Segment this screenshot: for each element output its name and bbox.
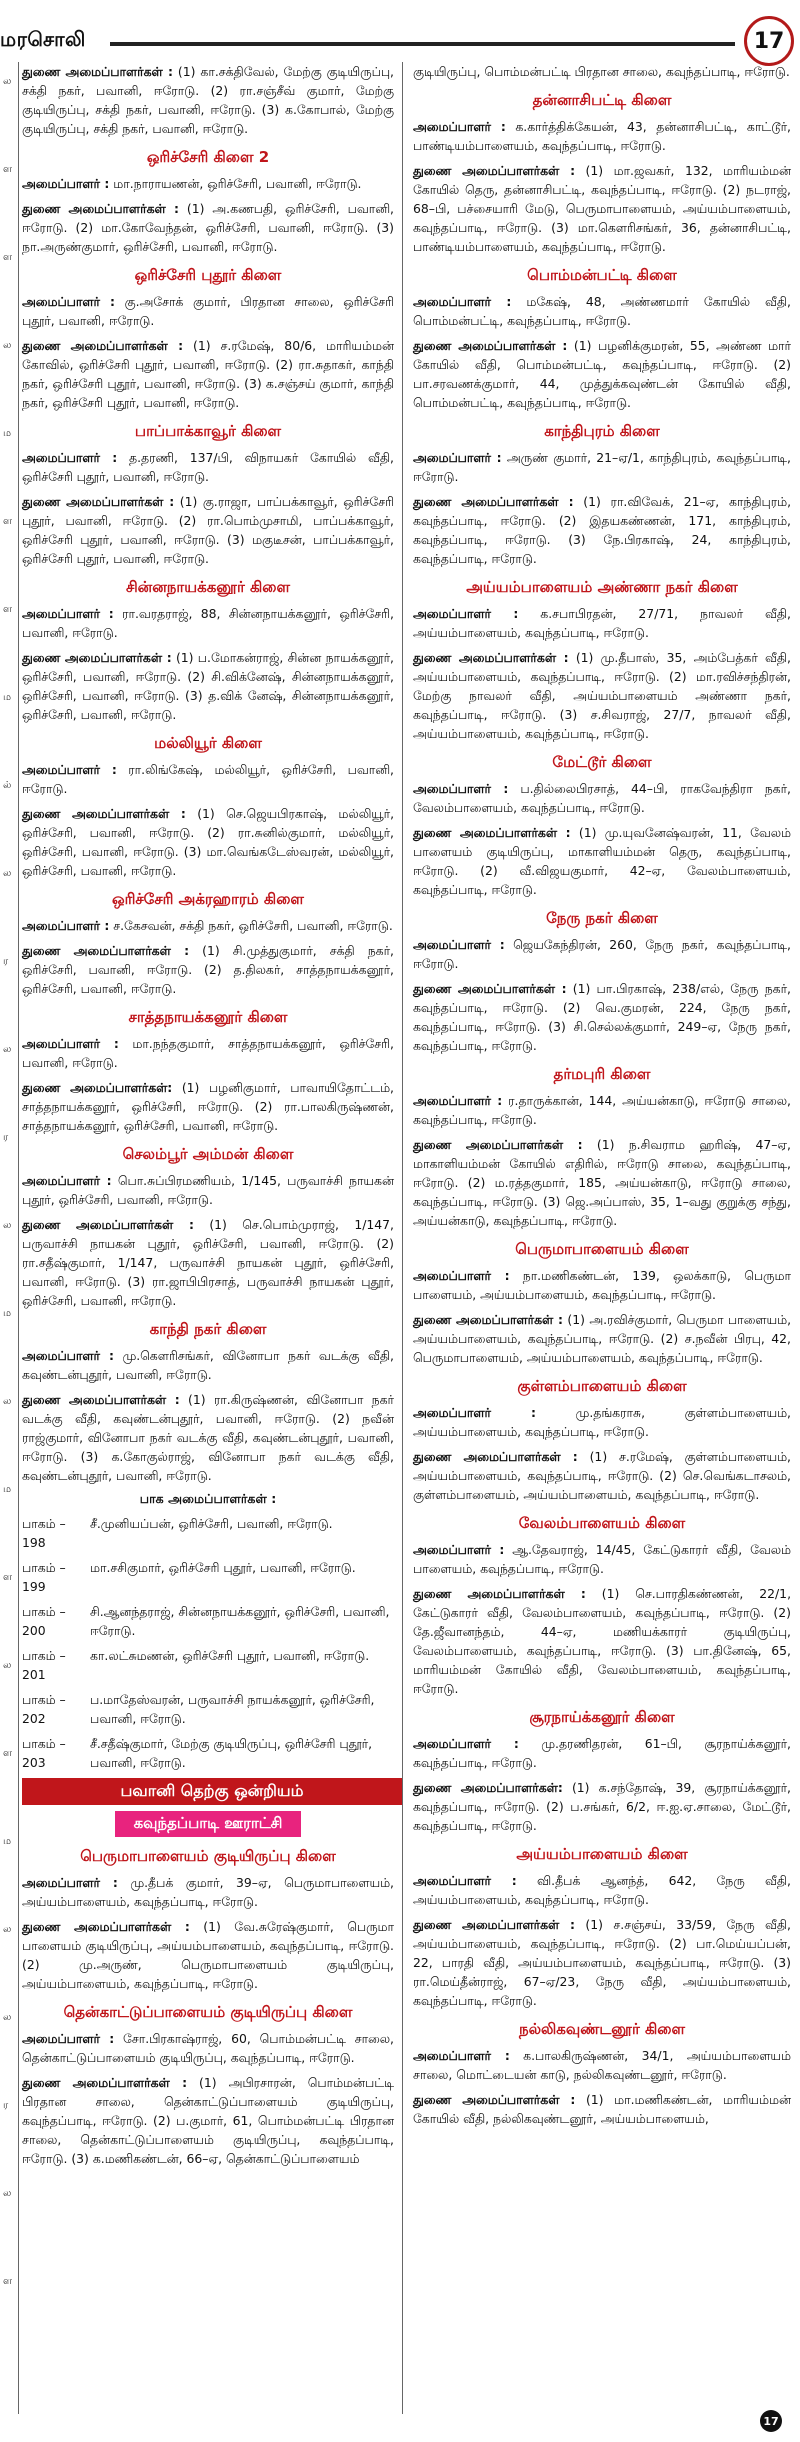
branch-title: வேலம்பாளையம் கிளை — [518, 1514, 686, 1532]
branch-entry — [413, 336, 791, 412]
edge-glyph: ள — [3, 1572, 13, 1583]
branch-title: ஒரிச்சேரி அக்ரஹாரம் கிளை — [112, 890, 304, 908]
entry-label: துணை அமைப்பாளர்கள் : — [413, 2092, 576, 2107]
branch-block — [413, 1377, 791, 1504]
branch-block — [413, 909, 791, 1055]
ward-organizer: சி.ஆனந்தராஜ், சின்னநாயக்கனூர், ஒரிச்சேரி, பவானி, ஈரோடு. — [90, 1604, 390, 1638]
entry-text: (1) அபிரசாரன், பொம்மன்பட்டி பிரதான சாலை, தென்காட்டுப்பாளையம் குடியிருப்பு, கவுந்தப்பாடி, ஈரோடு. (2) ப.குமார், 61, பொம்மன்பட்டி பிரதான சாலை, தென்காட்டுப்பாளையம் குடியிருப்பு, கவுந்தப்பாடி, ஈரோடு. (3) க.மணிகண்டன், 66–ஏ, தென்காட்டுப்பாளையம் — [22, 2075, 394, 2166]
edge-glyph: ல — [3, 1924, 12, 1935]
branch-block — [22, 1847, 394, 1993]
entry-label: அமைப்பாளர் : — [413, 1405, 536, 1420]
entry-text: ஜெயகேந்திரன், 260, நேரு நகர், கவுந்தப்பாடி, ஈரோடு. — [413, 937, 791, 971]
branch-title: செலம்பூர் அம்மன் கிளை — [122, 1145, 294, 1163]
entry-text: மு.தீபக் குமார், 39–ஏ, பெருமாபாளையம், அய்யம்பாளையம், கவுந்தப்பாடி, ஈரோடு. — [22, 1875, 394, 1909]
entry-label: துணை அமைப்பாளர்கள் : — [22, 1217, 194, 1232]
entry-text: (1) ரா.கிருஷ்ணன், வினோபா நகர் வடக்கு வீதி, கவுண்டன்புதூர், பவானி, ஈரோடு. (2) நவீன் ராஜ்குமார், வினோபா நகர் வடக்கு வீதி, கவுண்டன்புதூர், பவானி, ஈரோடு. (3) க.கோகுல்ராஜ், வினோபா நகர் வடக்கு வீதி, கவுண்டன்புதூர், பவானி, ஈரோடு. — [22, 1392, 394, 1483]
branch-entry — [413, 1403, 791, 1441]
branch-entry — [22, 2073, 394, 2168]
ward-organizers-heading: பாக அமைப்பாளர்கள் : — [139, 1491, 277, 1506]
entry-label: துணை அமைப்பாளர்கள்: — [22, 1080, 173, 1095]
edge-glyph: ம — [3, 1836, 12, 1847]
edge-glyph: ர — [3, 956, 9, 967]
branch-entry — [22, 760, 394, 798]
entry-label: அமைப்பாளர் : — [413, 119, 506, 134]
branch-entry — [413, 2046, 791, 2084]
entry-text: சோ.பிரகாஷ்ராஜ், 60, பொம்மன்பட்டி சாலை, தென்காட்டுப்பாளையம் குடியிருப்பு, கவுந்தப்பாடி, ஈரோடு. — [22, 2031, 394, 2065]
branch-entry — [413, 779, 791, 817]
branch-entry — [413, 1778, 791, 1835]
union-banner: பவானி தெற்கு ஒன்றியம் — [22, 1778, 402, 1805]
entry-label: துணை அமைப்பாளர்கள் : — [22, 64, 173, 79]
branch-block — [22, 422, 394, 568]
branch-title: சூரநாய்க்கனூர் கிளை — [529, 1708, 675, 1726]
entry-text: மா.நந்தகுமார், சாத்தநாயக்கனூர், ஒரிச்சேரி, பவானி, ஈரோடு. — [22, 1036, 394, 1070]
ward-number: பாகம் – 199 — [22, 1560, 66, 1594]
branch-entry — [22, 604, 394, 642]
ward-number: பாகம் – 201 — [22, 1648, 66, 1682]
branch-block — [22, 266, 394, 412]
ward-organizer: மா.சசிகுமார், ஒரிச்சேரி புதூர், பவானி, ஈரோடு. — [90, 1560, 356, 1575]
branch-entry — [413, 1310, 791, 1367]
ward-number: பாகம் – 198 — [22, 1516, 66, 1550]
entry-text: (1) பழனிக்குமரன், 55, அண்ண மார் கோயில் வீதி, பொம்மன்பட்டி, கவுந்தப்பாடி, ஈரோடு. (2) பா.சரவணக்குமார், 44, முத்துக்கவுண்டன் கோயில் வீதி, பொம்மன்பட்டி, கவுந்தப்பாடி, ஈரோடு. — [413, 338, 791, 410]
branch-entry — [22, 1390, 394, 1485]
entry-label: துணை அமைப்பாளர்கள் : — [413, 1312, 563, 1327]
edge-glyph: ம — [3, 1308, 12, 1319]
edge-glyph: ல — [3, 1044, 12, 1055]
branch-block — [22, 734, 394, 880]
entry-label: துணை அமைப்பாளர்கள் : — [22, 494, 175, 509]
entry-text: த.தரணி, 137/பி, விநாயகர் கோயில் வீதி, ஒரிச்சேரி புதூர், பவானி, ஈரோடு. — [22, 450, 394, 484]
branch-block — [22, 1320, 394, 1485]
entry-text: (1) மு.யுவனேஷ்வரன், 11, வேலம் பாளையம் குடியிருப்பு, மாகாளியம்மன் தெரு, கவுந்தப்பாடி, ஈரோடு. (2) வீ.விஜயகுமார், 42–ஏ, வேலம்பாளையம், கவுந்தப்பாடி, ஈரோடு. — [413, 825, 791, 897]
panchayat-banner: கவுந்தப்பாடி ஊராட்சி — [115, 1811, 301, 1837]
entry-label: அமைப்பாளர் : — [413, 1542, 505, 1557]
entry-label: அமைப்பாளர் : — [22, 2031, 115, 2046]
edge-glyph: ள — [3, 604, 13, 615]
branch-entry — [22, 1346, 394, 1384]
entry-text: (1) பா.பிரகாஷ், 238/எல், நேரு நகர், கவுந்தப்பாடி, ஈரோடு. (2) வெ.குமரன், 224, நேரு நகர், கவுந்தப்பாடி, ஈரோடு. (3) சி.செல்லக்குமார், 249–ஏ, நேரு நகர், கவுந்தப்பாடி, ஈரோடு. — [413, 981, 791, 1053]
branch-entry — [22, 648, 394, 724]
branch-block — [413, 266, 791, 412]
branch-title: காந்தி நகர் கிளை — [149, 1320, 267, 1338]
branch-entry — [22, 62, 394, 138]
entry-label: அமைப்பாளர் : — [413, 1873, 517, 1888]
branch-block — [22, 148, 394, 256]
entry-text: (1) மா.ஜவகர், 132, மாரியம்மன் கோயில் தெரு, தன்னாசிபட்டி, கவுந்தப்பாடி, ஈரோடு. (2) நடராஜ், 68–பி, பச்சையாரி மேடு, பெருமாபாளையம், அய்யம்பாளையம், கவுந்தப்பாடி, ஈரோடு. (3) மா.கௌரிசங்கர், 36, தன்னாசிபட்டி, பாண்டியம்பாளையம், கவுந்தப்பாடி, ஈரோடு. — [413, 163, 791, 254]
entry-label: அமைப்பாளர் : — [413, 450, 502, 465]
branch-block — [22, 890, 394, 998]
branch-entry — [22, 1034, 394, 1072]
entry-label: துணை அமைப்பாளர்கள் : — [413, 1586, 586, 1601]
entry-label: அமைப்பாளர் : — [413, 606, 519, 621]
branch-entry — [22, 1171, 394, 1209]
entry-label: அமைப்பாளர் : — [413, 1736, 519, 1751]
entry-label: துணை அமைப்பாளர்கள் : — [22, 943, 190, 958]
branch-entry — [413, 1135, 791, 1230]
edge-glyph: ல் — [3, 780, 12, 791]
page-content — [0, 62, 800, 2414]
entry-label: துணை அமைப்பாளர்கள் : — [22, 1919, 190, 1934]
edge-glyph: ல — [3, 1660, 12, 1671]
branch-title: அய்யம்பாளையம் கிளை — [516, 1845, 688, 1863]
branch-entry — [22, 2029, 394, 2067]
entry-label: துணை அமைப்பாளர்கள் : — [22, 806, 186, 821]
footer-page-number: 17 — [760, 2410, 782, 2432]
entry-label: துணை அமைப்பாளர்கள் : — [413, 1449, 578, 1464]
branch-entry — [413, 823, 791, 899]
ward-row — [22, 1602, 394, 1640]
branch-title: மேட்டூர் கிளை — [552, 753, 652, 771]
branch-entry — [413, 2090, 791, 2128]
branch-block — [413, 1708, 791, 1835]
entry-text: (1) கு.ராஜா, பாப்பக்காவூர், ஒரிச்சேரி புதூர், பவானி, ஈரோடு. (2) ரா.பொம்முசாமி, பாப்பக்காவூர், ஒரிச்சேரி புதூர், பவானி, ஈரோடு. (3) மகுடீசன், பாப்பக்காவூர், ஒரிச்சேரி புதூர், பவானி, ஈரோடு. — [22, 494, 395, 566]
entry-text: மா.நாராயணன், ஒரிச்சேரி, பவானி, ஈரோடு. — [109, 176, 362, 191]
entry-label: அமைப்பாளர் : — [22, 294, 116, 309]
entry-label: அமைப்பாளர் : — [22, 450, 118, 465]
branch-entry — [22, 804, 394, 880]
entry-label: அமைப்பாளர் : — [22, 1173, 112, 1188]
branch-entry — [413, 62, 791, 81]
branch-title: தன்னாசிபட்டி கிளை — [532, 91, 672, 109]
branch-entry — [413, 161, 791, 256]
entry-label: அமைப்பாளர் : — [22, 1348, 114, 1363]
entry-text: (1) மு.தீபாஸ், 35, அம்பேத்கர் வீதி, அய்யம்பாளையம், கவுந்தப்பாடி, ஈரோடு. (2) மா.ரவிச்சந்திரன், மேற்கு நாவலர் வீதி, அய்யம்பாளையம் அண்ணா நகர், கவுந்தப்பாடி, ஈரோடு. (3) ச.சிவராஜ், 27/7, நாவலர் வீதி, அய்யம்பாளையம், கவுந்தப்பாடி, ஈரோடு. — [413, 650, 791, 741]
branch-block — [413, 1514, 791, 1698]
ward-organizer: சீ.சதீஷ்குமார், மேற்கு குடியிருப்பு, ஒரிச்சேரி புதூர், பவானி, ஈரோடு. — [90, 1736, 373, 1770]
branch-block — [413, 753, 791, 899]
branch-title: சாத்தநாயக்கனூர் கிளை — [128, 1008, 288, 1026]
branch-entry — [22, 448, 394, 486]
branch-title: ஒரிச்சேரி புதூர் கிளை — [134, 266, 282, 284]
entry-text: ஆ.தேவராஜ், 14/45, கேட்டுகாரர் வீதி, வேலம் பாளையம், கவுந்தப்பாடி, ஈரோடு. — [413, 1542, 791, 1576]
entry-text: (1) கா.சக்திவேல், மேற்கு குடியிருப்பு, சக்தி நகர், பவானி, ஈரோடு. (2) ரா.சஞ்சீவ் குமார், மேற்கு குடியிருப்பு, சக்தி நகர், பவானி, ஈரோடு. (3) க.கோபால், மேற்கு குடியிருப்பு, சக்தி நகர், பவானி, ஈரோடு. — [22, 64, 394, 136]
ward-organizer: கா.லட்சுமணன், ஒரிச்சேரி புதூர், பவானி, ஈரோடு. — [90, 1648, 370, 1663]
branch-title: ஒரிச்சேரி கிளை 2 — [146, 148, 270, 166]
entry-text: க.சபாபிரதன், 27/71, நாவலர் வீதி, அய்யம்பாளையம், கவுந்தப்பாடி, ஈரோடு. — [413, 606, 791, 640]
entry-label: அமைப்பாளர் : — [413, 781, 509, 796]
entry-text: மு.தரணிதரன், 61–பி, சூரநாய்க்கனூர், கவுந்தப்பாடி, ஈரோடு. — [413, 1736, 791, 1770]
entry-label: துணை அமைப்பாளர்கள் : — [22, 650, 172, 665]
right-text-column — [413, 62, 791, 2414]
entry-text: மகேஷ், 48, அண்ணமார் கோயில் வீதி, பொம்மன்பட்டி, கவுந்தப்பாடி, ஈரோடு. — [413, 294, 791, 328]
entry-label: துணை அமைப்பாளர்கள் : — [22, 1392, 180, 1407]
branch-entry — [413, 1447, 791, 1504]
branch-title: பெருமாபாளையம் கிளை — [515, 1240, 689, 1258]
column-divider — [402, 62, 403, 2414]
entry-text: (1) செ.ஜெயபிரகாஷ், மல்லியூர், ஒரிச்சேரி, பவானி, ஈரோடு. (2) ரா.சுனில்குமார், மல்லியூர், ஒரிச்சேரி, பவானி, ஈரோடு. (3) மா.வெங்கடேஸ்வரன், மல்லியூர், ஒரிச்சேரி, பவானி, ஈரோடு. — [22, 806, 395, 878]
branch-title: சின்னநாயக்கனூர் கிளை — [125, 578, 291, 596]
entry-label: துணை அமைப்பாளர்கள்: — [413, 1780, 563, 1795]
entry-label: துணை அமைப்பாளர்கள் : — [413, 163, 576, 178]
entry-text: (1) செ.பாரதிகண்ணன், 22/1, கேட்டுகாரர் வீதி, வேலம்பாளையம், கவுந்தப்பாடி, ஈரோடு. (2) தே.ஜீவானந்தம், 44–ஏ, மணியக்காரர் குடியிருப்பு, வேலம்பாளையம், கவுந்தப்பாடி, ஈரோடு. (3) பா.தினேஷ், 65, மாரியம்மன் கோயில் வீதி, வேலம்பாளையம், கவுந்தப்பாடி, ஈரோடு. — [413, 1586, 792, 1696]
entry-label: அமைப்பாளர் : — [22, 176, 110, 191]
branch-block — [22, 1145, 394, 1310]
edge-glyph: ர — [3, 1132, 9, 1143]
branch-entry — [413, 1540, 791, 1578]
branch-entry — [413, 117, 791, 155]
entry-text: (1) அ.கணபதி, ஒரிச்சேரி, பவானி, ஈரோடு. (2) மா.கோவேந்தன், ஒரிச்சேரி, பவானி, ஈரோடு. (3) நா.அருண்குமார், ஒரிச்சேரி, பவானி, ஈரோடு. — [22, 201, 394, 254]
entry-text: (1) செ.பொம்முராஜ், 1/147, பருவாச்சி நாயகன் புதூர், ஒரிச்சேரி, பவானி, ஈரோடு. (2) ரா.சதீஷ்குமார், 1/147, பருவாச்சி நாயகன் புதூர், ஒரிச்சேரி, பவானி, ஈரோடு. (3) ரா.ஜாபிபிரசாத், பருவாச்சி நாயகன் புதூர், ஒரிச்சேரி, பவானி, ஈரோடு. — [22, 1217, 394, 1308]
entry-text: (1) வே.சுரேஷ்குமார், பெருமா பாளையம் குடியிருப்பு, அய்யம்பாளையம், கவுந்தப்பாடி, ஈரோடு. (2) மு.அருண், பெருமாபாளையம் குடியிருப்பு, அய்யம்பாளையம், கவுந்தப்பாடி, ஈரோடு. — [22, 1919, 394, 1991]
header-rule — [110, 42, 735, 46]
entry-label: துணை அமைப்பாளர்கள் : — [22, 338, 184, 353]
edge-glyph: ர — [3, 2100, 9, 2111]
entry-label: அமைப்பாளர் : — [413, 1093, 503, 1108]
entry-text: (1) சி.முத்துகுமார், சக்தி நகர், ஒரிச்சேரி, பவானி, ஈரோடு. (2) த.திலகர், சாத்தநாயக்கனூர், ஒரிச்சேரி, பவானி, ஈரோடு. — [22, 943, 394, 996]
entry-text: (1) மா.மணிகண்டன், மாரியம்மன் கோயில் வீதி, நல்லிகவுண்டனூர், அய்யம்பாளையம், — [413, 2092, 791, 2126]
branch-entry — [413, 1584, 791, 1698]
branch-entry — [22, 336, 394, 412]
entry-text: பொ.சுப்பிரமணியம், 1/145, பருவாச்சி நாயகன் புதூர், ஒரிச்சேரி, பவானி, ஈரோடு. — [22, 1173, 394, 1207]
entry-text: (1) ரா.விவேக், 21–ஏ, காந்திபுரம், கவுந்தப்பாடி, ஈரோடு. (2) இதயகண்ணன், 171, காந்திபுரம், கவுந்தப்பாடி, ஈரோடு. (3) நே.பிரகாஷ், 24, காந்திபுரம், கவுந்தப்பாடி, ஈரோடு. — [413, 494, 792, 566]
branch-block — [413, 91, 791, 256]
branch-title: பொம்மன்பட்டி கிளை — [527, 266, 677, 284]
branch-entry — [413, 979, 791, 1055]
branch-entry — [22, 492, 394, 568]
branch-entry — [413, 448, 791, 486]
entry-label: அமைப்பாளர் : — [22, 1875, 118, 1890]
branch-block — [413, 1240, 791, 1367]
branch-entry — [22, 1215, 394, 1310]
edge-glyph: ள — [3, 516, 13, 527]
entry-text: அருண் குமார், 21–ஏ/1, காந்திபுரம், கவுந்தப்பாடி, ஈரோடு. — [413, 450, 791, 484]
left-text-column — [22, 62, 400, 2414]
entry-text: (1) அ.ரவிச்குமார், பெருமா பாளையம், அய்யம்பாளையம், கவுந்தப்பாடி, ஈரோடு. (2) ச.நவீன் பிரபு, 42, பெருமாபாளையம், அய்யம்பாளையம், கவுந்தப்பாடி, ஈரோடு. — [413, 1312, 792, 1365]
branch-block — [22, 1008, 394, 1135]
branch-entry — [22, 916, 394, 935]
entry-text: ரா.வரதராஜ், 88, சின்னநாயக்கனூர், ஒரிச்சேரி, பவானி, ஈரோடு. — [22, 606, 394, 640]
entry-label: துணை அமைப்பாளர்கள் : — [413, 1917, 575, 1932]
branch-title: தென்காட்டுப்பாளையம் குடியிருப்பு கிளை — [63, 2003, 353, 2021]
branch-entry — [22, 1873, 394, 1911]
edge-glyph: ல — [3, 868, 12, 879]
branch-entry — [413, 1871, 791, 1909]
edge-glyph: ள — [3, 2276, 13, 2287]
entry-text: நா.மணிகண்டன், 139, ஒலக்காடு, பெருமா பாளையம், அய்யம்பாளையம், கவுந்தப்பாடி, ஈரோடு. — [413, 1268, 791, 1302]
branch-title: காந்திபுரம் கிளை — [544, 422, 660, 440]
edge-glyph: ள — [3, 1748, 13, 1759]
branch-entry — [413, 1915, 791, 2010]
branch-entry — [413, 648, 791, 743]
branch-entry — [413, 1266, 791, 1304]
edge-glyph: ள — [3, 164, 13, 175]
entry-label: துணை அமைப்பாளர்கள் : — [413, 981, 567, 996]
ward-row — [22, 1514, 394, 1552]
entry-label: அமைப்பாளர் : — [413, 937, 505, 952]
entry-text: வி.தீபக் ஆனந்த், 642, நேரு வீதி, அய்யம்பாளையம், கவுந்தப்பாடி, ஈரோடு. — [413, 1873, 792, 1907]
entry-label: துணை அமைப்பாளர்கள் : — [413, 825, 571, 840]
branch-title: அய்யம்பாளையம் அண்ணா நகர் கிளை — [466, 578, 738, 596]
entry-label: துணை அமைப்பாளர்கள் : — [413, 1137, 583, 1152]
entry-text: க.கார்த்திக்கேயன், 43, தன்னாசிபட்டி, காட்டூர், பாண்டியம்பாளையம், கவுந்தப்பாடி, ஈரோடு. — [413, 119, 791, 153]
edge-glyph: ல — [3, 1220, 12, 1231]
branch-block — [413, 578, 791, 743]
edge-glyph: ள — [3, 252, 13, 263]
entry-text: (1) ந.சிவராம ஹரிஷ், 47–ஏ, மாகாளியம்மன் கோயில் எதிரில், ஈரோடு சாலை, கவுந்தப்பாடி, ஈரோடு. (2) ம.ரத்தகுமார், 185, அய்யன்காடு, ஈரோடு சாலை, கவுந்தப்பாடி, ஈரோடு. (3) ஜெ.அப்பாஸ், 35, 1–வது குறுக்கு சந்து, அய்யன்காடு, கவுந்தப்பாடி, ஈரோடு. — [413, 1137, 791, 1228]
branch-entry — [22, 941, 394, 998]
branch-title: நேரு நகர் கிளை — [546, 909, 658, 927]
branch-entry — [22, 199, 394, 256]
ward-number: பாகம் – 203 — [22, 1736, 66, 1770]
branch-entry — [413, 492, 791, 568]
entry-text: (1) ப.மோகன்ராஜ், சின்ன நாயக்கனூர், ஒரிச்சேரி, பவானி, ஈரோடு. (2) சி.விக்னேஷ், சின்னநாயக்கனூர், ஒரிச்சேரி, பவானி, ஈரோடு. (3) த.விக் னேஷ், சின்னநாயக்கனூர், ஒரிச்சேரி, பவானி, ஈரோடு. — [22, 650, 394, 722]
entry-text: ர.தாருக்கான், 144, அய்யன்காடு, ஈரோடு சாலை, கவுந்தப்பாடி, ஈரோடு. — [413, 1093, 791, 1127]
entry-text: (1) ச.ரமேஷ், 80/6, மாரியம்மன் கோவில், ஒரிச்சேரி புதூர், பவானி, ஈரோடு. (2) ரா.சுதாகர், காந்தி நகர், ஒரிச்சேரி புதூர், பவானி, ஈரோடு. (3) க.சஞ்சய் குமார், காந்தி நகர், ஒரிச்சேரி புதூர், பவானி, ஈரோடு. — [22, 338, 394, 410]
entry-label: அமைப்பாளர் : — [413, 294, 512, 309]
entry-text: (1) க.சந்தோஷ், 39, சூரநாய்க்கனூர், கவுந்தப்பாடி, ஈரோடு. (2) ப.சங்கர், 6/2, ஈ.ஐ.ஏ.சாலை, மேட்டூர், கவுந்தப்பாடி, ஈரோடு. — [413, 1780, 791, 1833]
branch-entry — [413, 935, 791, 973]
ward-number: பாகம் – 200 — [22, 1604, 66, 1638]
entry-text: (1) ச.ரமேஷ், குள்ளம்பாளையம், அய்யம்பாளையம், கவுந்தப்பாடி, ஈரோடு. (2) செ.வெங்கடாசலம், குள்ளம்பாளையம், அய்யம்பாளையம், கவுந்தப்பாடி, ஈரோடு. — [413, 1449, 792, 1502]
branch-entry — [413, 1091, 791, 1129]
branch-entry — [22, 292, 394, 330]
branch-block — [413, 2020, 791, 2128]
branch-block — [413, 1845, 791, 2010]
entry-label: துணை அமைப்பாளர்கள் : — [22, 2075, 188, 2090]
edge-glyph: ல — [3, 2188, 12, 2199]
branch-title: நல்லிகவுண்டனூர் கிளை — [518, 2020, 686, 2038]
cropped-column-edge — [0, 62, 12, 2414]
entry-text: (1) ச.சஞ்சய், 33/59, நேரு வீதி, அய்யம்பாளையம், கவுந்தப்பாடி, ஈரோடு. (2) பா.மெய்யப்பன், 22, பாரதி வீதி, அய்யம்பாளையம், கவுந்தப்பாடி, ஈரோடு. (3) ரா.மெய்தீன்ராஜ், 67–ஏ/23, நேரு வீதி, அய்யம்பாளையம், கவுந்தப்பாடி, ஈரோடு. — [413, 1917, 791, 2008]
branch-entry — [22, 1078, 394, 1135]
branch-title: குள்ளம்பாளையம் கிளை — [517, 1377, 687, 1395]
entry-label: துணை அமைப்பாளர்கள் : — [413, 650, 569, 665]
branch-entry — [22, 1917, 394, 1993]
ward-row — [22, 1558, 394, 1596]
entry-text: மு.கௌரிசங்கர், வினோபா நகர் வடக்கு வீதி, கவுண்டன்புதூர், பவானி, ஈரோடு. — [22, 1348, 394, 1382]
edge-glyph: ம — [3, 692, 12, 703]
ward-organizer: சீ.முனியப்பன், ஒரிச்சேரி, பவானி, ஈரோடு. — [90, 1516, 333, 1531]
entry-text: மு.தங்கராசு, குள்ளம்பாளையம், அய்யம்பாளையம், கவுந்தப்பாடி, ஈரோடு. — [413, 1405, 791, 1439]
branch-block — [22, 578, 394, 724]
entry-text: ப.தில்லைபிரசாத், 44–பி, ராகவேந்திரா நகர், வேலம்பாளையம், கவுந்தப்பாடி, ஈரோடு. — [413, 781, 791, 815]
entry-label: துணை அமைப்பாளர்கள் : — [413, 494, 574, 509]
ward-number: பாகம் – 202 — [22, 1692, 66, 1726]
ward-organizer: ப.மாதேஸ்வரன், பருவாச்சி நாயக்கனூர், ஒரிச்சேரி, பவானி, ஈரோடு. — [90, 1692, 375, 1726]
entry-label: அமைப்பாளர் : — [22, 1036, 119, 1051]
entry-text: (1) பழனிகுமார், பாவாயிதோட்டம், சாத்தநாயக்கனூர், ஒரிச்சேரி, ஈரோடு. (2) ரா.பாலகிருஷ்ணன், சாத்தநாயக்கனூர், ஒரிச்சேரி, பவானி, ஈரோடு. — [22, 1080, 394, 1133]
entry-label: துணை அமைப்பாளர்கள் : — [22, 201, 179, 216]
ward-row — [22, 1690, 394, 1728]
edge-glyph: ல — [3, 2012, 12, 2023]
entry-label: அமைப்பாளர் : — [22, 918, 110, 933]
column-divider — [18, 62, 19, 2414]
entry-text: க.பாலகிருஷ்ணன், 34/1, அய்யம்பாளையம் சாலை, மொட்டையன் காடு, நல்லிகவுண்டனூர், ஈரோடு. — [413, 2048, 792, 2082]
entry-text: குடியிருப்பு, பொம்மன்பட்டி பிரதான சாலை, கவுந்தப்பாடி, ஈரோடு. — [413, 64, 790, 79]
entry-text: கு.அசோக் குமார், பிரதான சாலை, ஒரிச்சேரி புதூர், பவானி, ஈரோடு. — [22, 294, 394, 328]
entry-text: ச.கேசவன், சக்தி நகர், ஒரிச்சேரி, பவானி, ஈரோடு. — [109, 918, 393, 933]
ward-row — [22, 1734, 394, 1772]
entry-label: அமைப்பாளர் : — [413, 1268, 510, 1283]
newspaper-name: மரசொலி — [0, 27, 86, 51]
branch-block — [413, 422, 791, 568]
branch-entry — [413, 292, 791, 330]
branch-title: மல்லியூர் கிளை — [154, 734, 262, 752]
edge-glyph: ல — [3, 76, 12, 87]
branch-title: தர்மபுரி கிளை — [553, 1065, 651, 1083]
branch-entry — [22, 174, 394, 193]
branch-title: பெருமாபாளையம் குடியிருப்பு கிளை — [80, 1847, 336, 1865]
edge-glyph: ம — [3, 1484, 12, 1495]
entry-label: அமைப்பாளர் : — [413, 2048, 510, 2063]
page-number-badge: 17 — [744, 16, 794, 66]
edge-glyph: ல — [3, 340, 12, 351]
branch-entry — [413, 604, 791, 642]
ward-row — [22, 1646, 394, 1684]
entry-label: அமைப்பாளர் : — [22, 762, 117, 777]
entry-text: ரா.லிங்கேஷ், மல்லியூர், ஒரிச்சேரி, பவானி, ஈரோடு. — [22, 762, 394, 796]
edge-glyph: ம — [3, 428, 12, 439]
branch-block — [413, 1065, 791, 1230]
branch-title: பாப்பாக்காவூர் கிளை — [134, 422, 282, 440]
edge-glyph: ல — [3, 1396, 12, 1407]
entry-label: துணை அமைப்பாளர்கள் : — [413, 338, 568, 353]
branch-block — [22, 2003, 394, 2168]
branch-entry — [413, 1734, 791, 1772]
entry-label: அமைப்பாளர் : — [22, 606, 114, 621]
